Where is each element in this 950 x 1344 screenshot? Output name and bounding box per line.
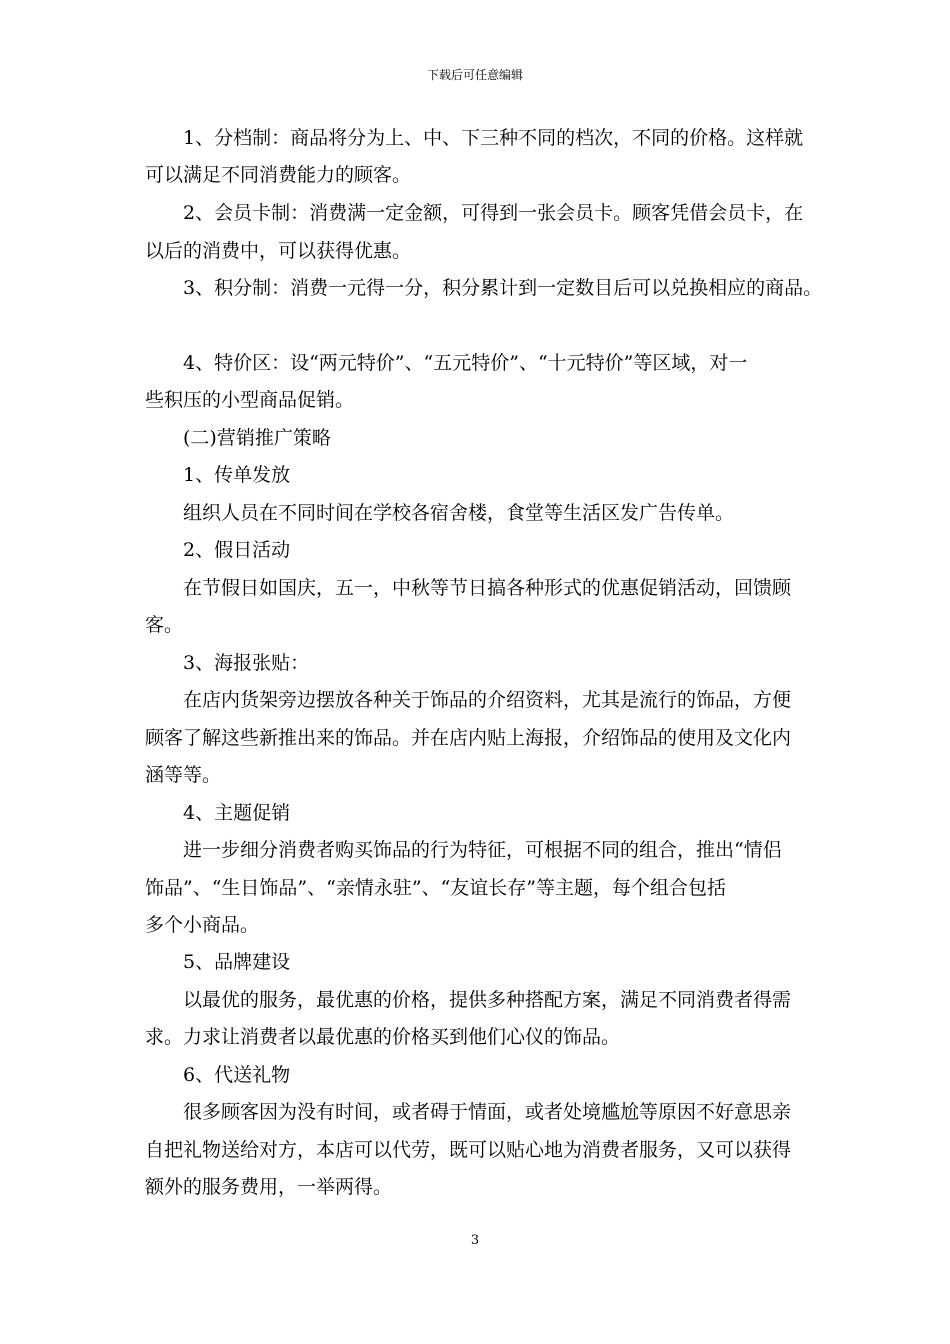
text-line: 自把礼物送给对方，本店可以代劳，既可以贴心地为消费者服务，又可以获得	[145, 1139, 792, 1161]
text-line: 进一步细分消费者购买饰品的行为特征，可根据不同的组合，推出“情侣	[183, 839, 782, 861]
text-line: 以最优的服务，最优惠的价格，提供多种搭配方案，满足不同消费者得需	[183, 989, 792, 1011]
text-line: 饰品”、“生日饰品”、“亲情永驻”、“友谊长存”等主题，每个组合包括	[145, 877, 726, 899]
text-line: 以后的消费中，可以获得优惠。	[145, 240, 412, 262]
subsection-heading: 4、主题促销	[183, 802, 291, 824]
subsection-heading: 3、海报张贴：	[183, 652, 310, 674]
text-line: 些积压的小型商品促销。	[145, 389, 355, 411]
text-line: 客。	[145, 614, 184, 636]
text-line: 很多顾客因为没有时间，或者碍于情面，或者处境尴尬等原因不好意思亲	[183, 1101, 792, 1123]
text-line: 1、分档制：商品将分为上、中、下三种不同的档次，不同的价格。这样就	[183, 127, 804, 149]
page-header: 下载后可任意编辑	[426, 68, 523, 82]
subsection-heading: 1、传单发放	[183, 464, 291, 486]
subsection-heading: 2、假日活动	[183, 539, 291, 561]
text-line: 组织人员在不同时间在学校各宿舍楼，食堂等生活区发广告传单。	[183, 502, 735, 524]
text-line: 4、特价区：设“两元特价”、“五元特价”、“十元特价”等区域，对一	[183, 352, 748, 374]
text-line: 2、会员卡制：消费满一定金额，可得到一张会员卡。顾客凭借会员卡，在	[183, 202, 804, 224]
text-line: 可以满足不同消费能力的顾客。	[145, 164, 412, 186]
subsection-heading: 5、品牌建设	[183, 951, 291, 973]
text-line: 在节假日如国庆，五一，中秋等节日搞各种形式的优惠促销活动，回馈顾	[183, 577, 792, 599]
text-line: 3、积分制：消费一元得一分，积分累计到一定数目后可以兑换相应的商品。	[183, 277, 823, 299]
text-line: 额外的服务费用，一举两得。	[145, 1176, 393, 1198]
text-line: 涵等等。	[145, 764, 222, 786]
text-line: 顾客了解这些新推出来的饰品。并在店内贴上海报，介绍饰品的使用及文化内	[145, 727, 792, 749]
text-line: 求。力求让消费者以最优惠的价格买到他们心仪的饰品。	[145, 1026, 621, 1048]
subsection-heading: 6、代送礼物	[183, 1064, 291, 1086]
section-heading: (二)营销推广策略	[183, 427, 331, 449]
text-line: 在店内货架旁边摆放各种关于饰品的介绍资料，尤其是流行的饰品，方便	[183, 689, 792, 711]
page-number: 3	[470, 1233, 480, 1248]
text-line: 多个小商品。	[145, 914, 260, 936]
